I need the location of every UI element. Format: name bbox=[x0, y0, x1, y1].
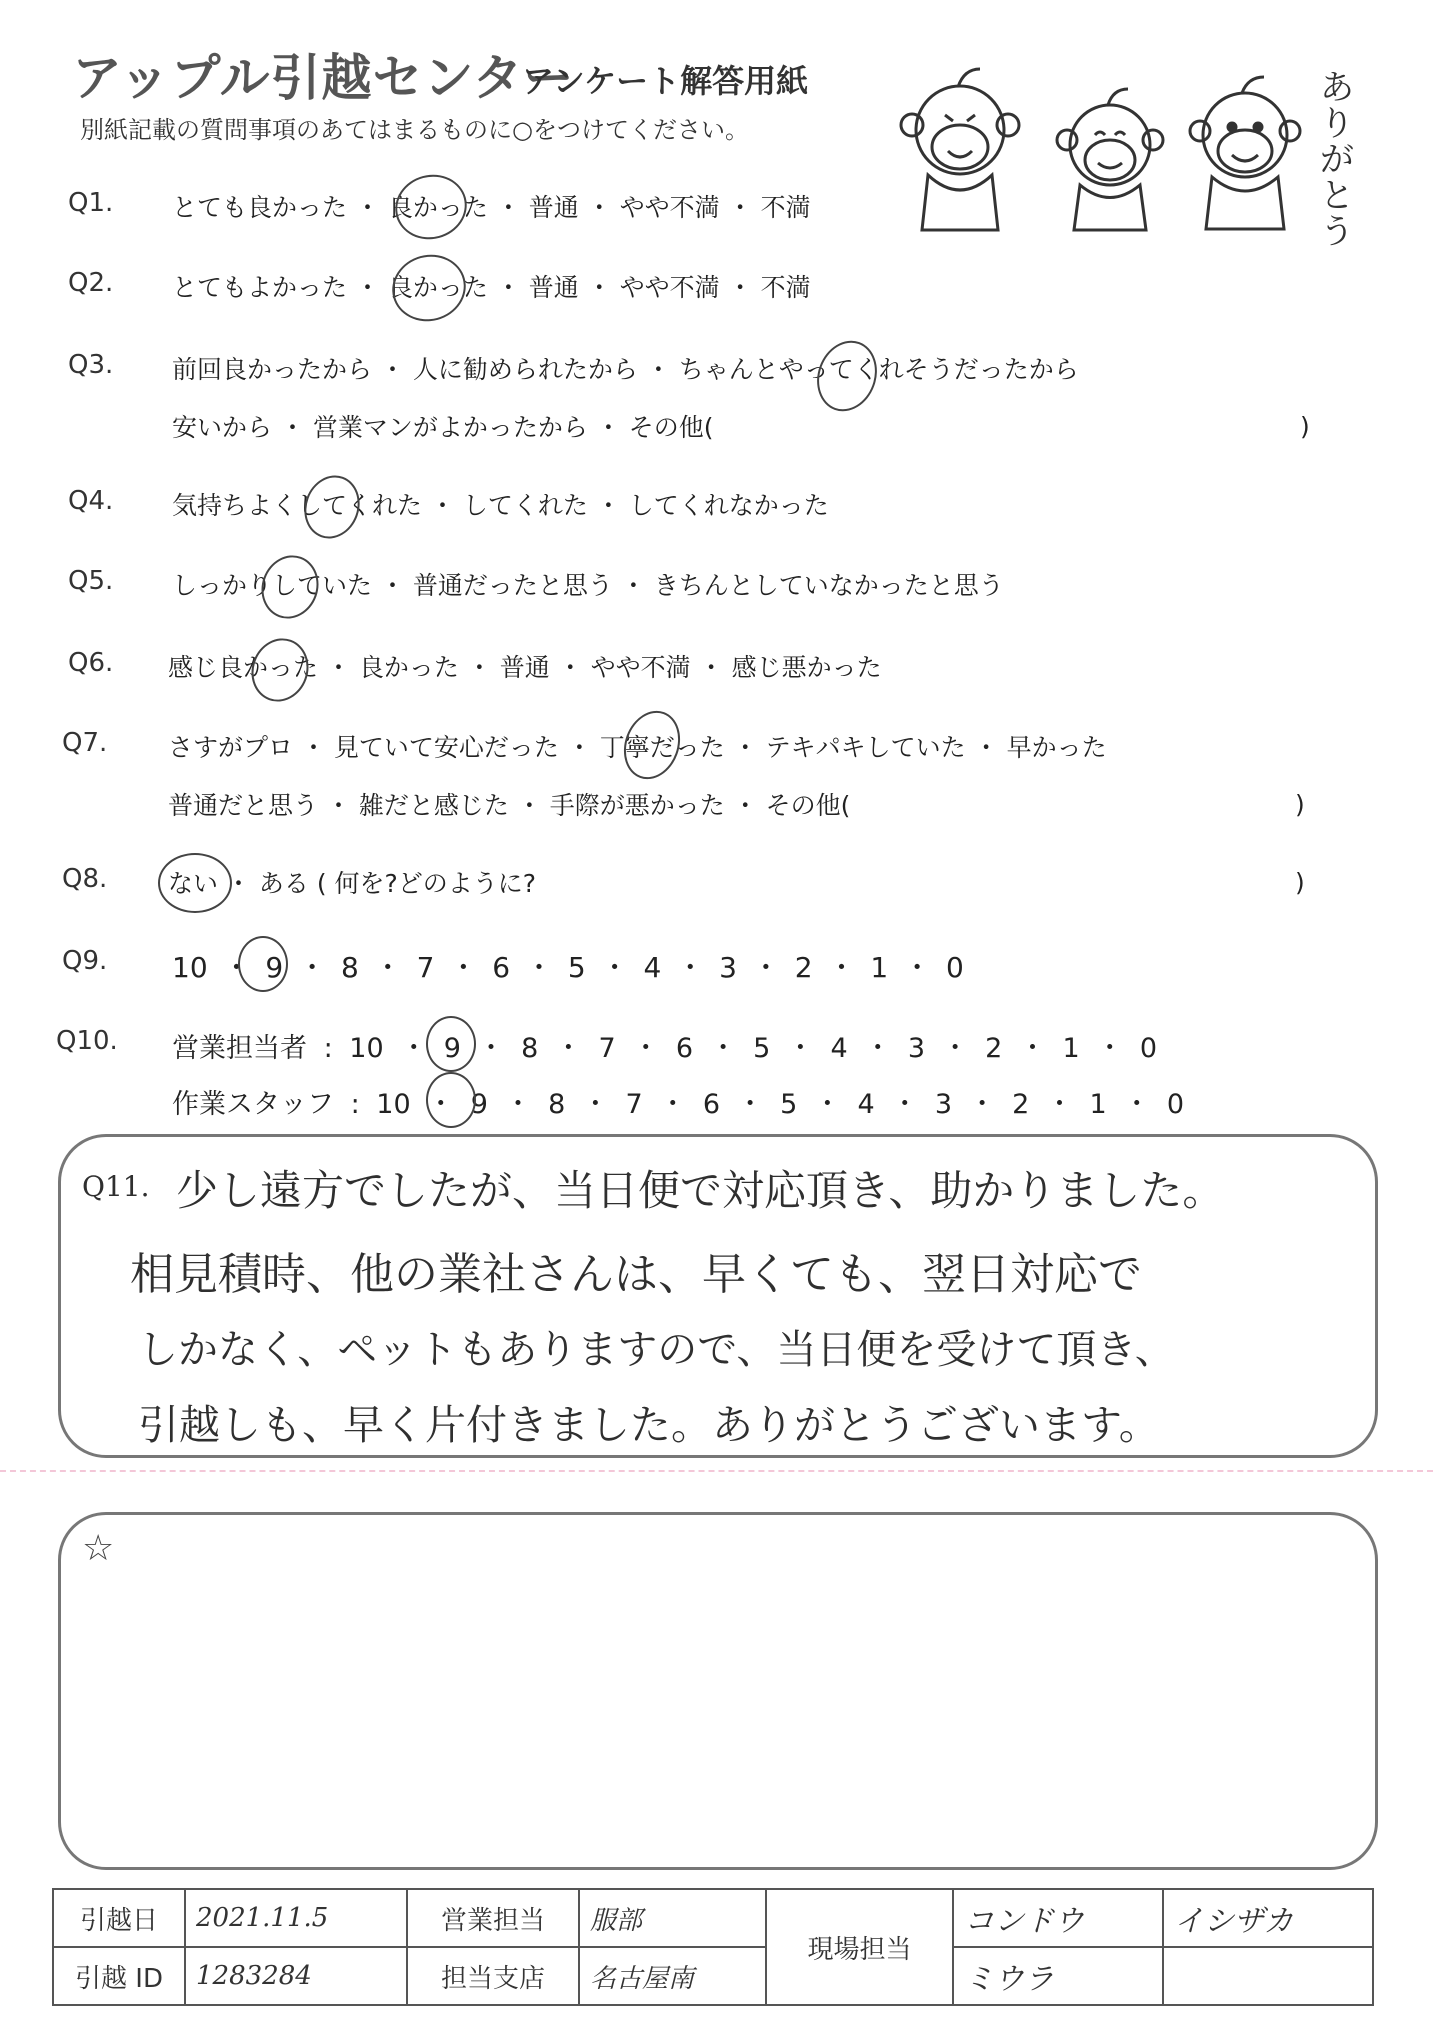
selection-mark bbox=[388, 167, 474, 247]
q2-label: Q2. bbox=[68, 268, 114, 298]
site-staff-2: イシザカ bbox=[1163, 1889, 1373, 1947]
q9-scale: 10 ・ 9 ・ 8 ・ 7 ・ 6 ・ 5 ・ 4 ・ 3 ・ 2 ・ 1 ・ 0 bbox=[172, 951, 964, 984]
q10-label: Q10. bbox=[56, 1026, 118, 1056]
q7-close-paren: ) bbox=[1295, 790, 1305, 819]
company-title: アップル引越センター bbox=[72, 49, 575, 107]
q11-comment-line3: しかなく、ペットもありますので、当日便を受けて頂き、 bbox=[138, 1327, 1175, 1373]
selection-mark bbox=[253, 547, 328, 626]
move-id-label: 引越 ID bbox=[53, 1947, 185, 2005]
instruction-text: 別紙記載の質問事項のあてはまるものに○をつけてください。 bbox=[80, 116, 749, 144]
q11-comment-line4: 引越しも、早く片付きました。ありがとうございます。 bbox=[138, 1401, 1160, 1449]
move-info-table bbox=[52, 1888, 1374, 2006]
q4-label: Q4. bbox=[68, 486, 114, 516]
selection-mark bbox=[385, 247, 474, 330]
q6-label: Q6. bbox=[68, 648, 114, 678]
selection-mark bbox=[158, 853, 232, 913]
q10-sales-scale: 営業担当者 : 10 ・ 9 ・ 8 ・ 7 ・ 6 ・ 5 ・ 4 ・ 3 ・ 2 ・ 1 ・ 0 bbox=[172, 1033, 1158, 1064]
move-date-value: 2021.11.5 bbox=[185, 1889, 407, 1947]
q1-options: とても良かった ・ 良かった ・ 普通 ・ やや不満 ・ 不満 bbox=[172, 193, 811, 222]
q3-label: Q3. bbox=[68, 350, 114, 380]
q11-comment-line2: 相見積時、他の業社さんは、早くても、翌日対応で bbox=[130, 1249, 1142, 1300]
site-staff-3: ミウラ bbox=[953, 1947, 1163, 2005]
q3-options-line2: 安いから ・ 営業マンがよかったから ・ その他( bbox=[172, 413, 714, 442]
q8-label: Q8. bbox=[62, 864, 108, 894]
move-date-label: 引越日 bbox=[53, 1889, 185, 1947]
selection-mark bbox=[296, 468, 369, 547]
q10-staff-scale: 作業スタッフ : 10 ・ 9 ・ 8 ・ 7 ・ 6 ・ 5 ・ 4 ・ 3 ・ 2 ・ 1 ・ 0 bbox=[172, 1089, 1185, 1120]
q5-label: Q5. bbox=[68, 566, 114, 596]
site-staff-1: コンドウ bbox=[953, 1889, 1163, 1947]
monkey-mascot-icon bbox=[890, 55, 1370, 245]
thanks-vertical-text: ありがとう bbox=[1320, 68, 1354, 252]
branch-label: 担当支店 bbox=[407, 1947, 579, 2005]
move-id-value: 1283284 bbox=[185, 1947, 407, 2005]
selection-mark bbox=[238, 936, 288, 992]
selection-mark bbox=[243, 630, 318, 709]
q6-options: 感じ良かった ・ 良かった ・ 普通 ・ やや不満 ・ 感じ悪かった bbox=[168, 653, 882, 682]
star-icon: ☆ bbox=[82, 1528, 115, 1569]
selection-mark bbox=[426, 1016, 476, 1072]
q8-options: ない ・ ある ( 何を?どのように? bbox=[168, 869, 537, 898]
q2-options: とてもよかった ・ 良かった ・ 普通 ・ やや不満 ・ 不満 bbox=[172, 273, 811, 302]
q11-label: Q11. bbox=[82, 1170, 150, 1203]
q8-close-paren: ) bbox=[1295, 868, 1305, 897]
q1-label: Q1. bbox=[68, 188, 114, 218]
q7-options-line1: さすがプロ ・ 見ていて安心だった ・ 丁寧だった ・ テキパキしていた ・ 早かった bbox=[168, 733, 1107, 762]
q4-options: 気持ちよくしてくれた ・ してくれた ・ してくれなかった bbox=[172, 491, 829, 520]
q7-options-line2: 普通だと思う ・ 雑だと感じた ・ 手際が悪かった ・ その他( bbox=[168, 791, 851, 820]
q3-options-line1: 前回良かったから ・ 人に勧められたから ・ ちゃんとやってくれそうだったから bbox=[172, 355, 1079, 384]
selection-mark bbox=[615, 703, 690, 787]
q3-close-paren: ) bbox=[1300, 412, 1310, 441]
sales-value: 服部 bbox=[579, 1889, 766, 1947]
q7-label: Q7. bbox=[62, 728, 108, 758]
selection-mark bbox=[426, 1072, 476, 1128]
free-note-box bbox=[58, 1512, 1378, 1870]
q5-options: しっかりしていた ・ 普通だったと思う ・ きちんとしていなかったと思う bbox=[172, 571, 1004, 600]
form-subtitle: アンケート解答用紙 bbox=[522, 62, 809, 100]
site-staff-label: 現場担当 bbox=[766, 1889, 953, 2005]
selection-mark bbox=[807, 332, 886, 419]
divider-line bbox=[0, 1470, 1433, 1472]
branch-value: 名古屋南 bbox=[579, 1947, 766, 2005]
site-staff-4 bbox=[1163, 1947, 1373, 2005]
sales-label: 営業担当 bbox=[407, 1889, 579, 1947]
q11-comment-line1: 少し遠方でしたが、当日便で対応頂き、助かりました。 bbox=[176, 1166, 1225, 1215]
q9-label: Q9. bbox=[62, 946, 108, 976]
